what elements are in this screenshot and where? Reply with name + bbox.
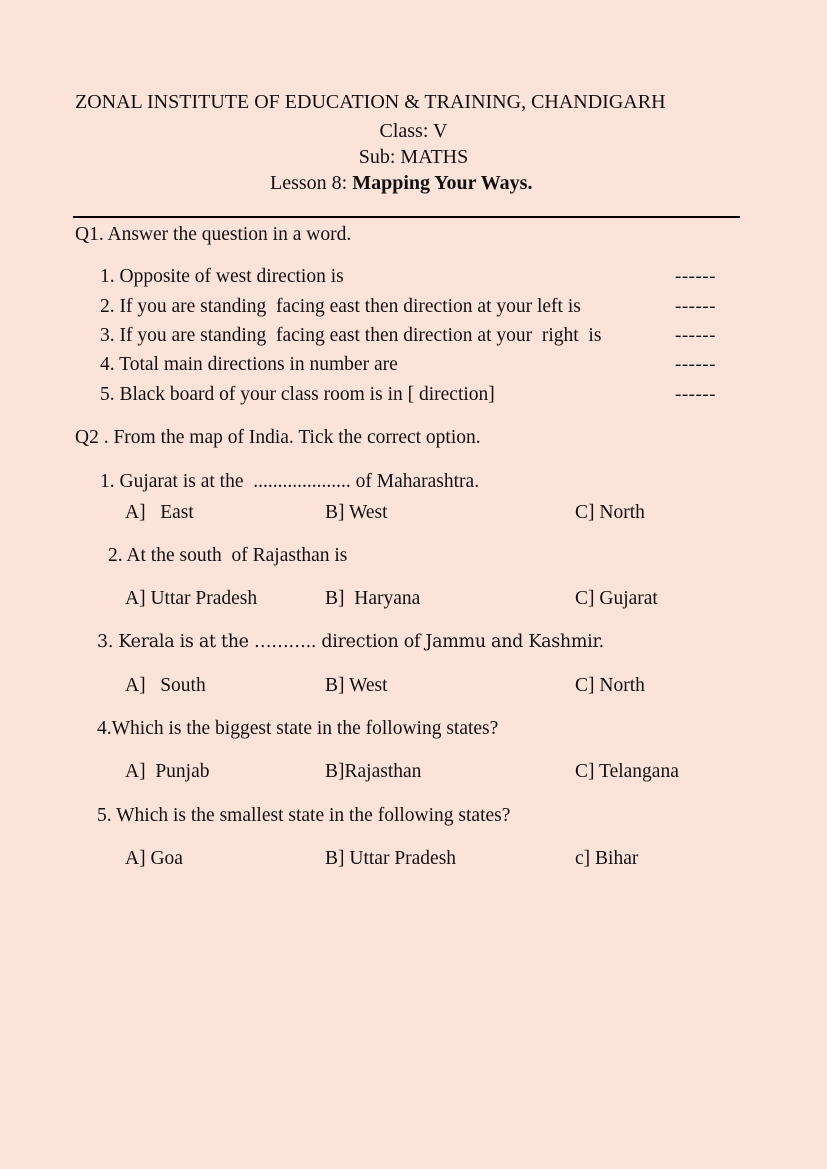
q1-item-1-answer-blank[interactable]: ------ (675, 266, 716, 287)
item-text: Black board of your class room is in [ direction] (119, 384, 495, 405)
q2-item-1-option-c[interactable]: C] North (575, 502, 645, 523)
lesson-prefix: Lesson 8: (270, 172, 353, 194)
item-text: Total main directions in number are (119, 354, 398, 375)
item-text: If you are standing facing east then direction at your left is (119, 296, 581, 317)
q2-item-2-option-a[interactable]: A] Uttar Pradesh (125, 588, 258, 609)
q2-title: Q2 . From the map of India. Tick the correct option. (75, 427, 481, 448)
q1-item-4 (100, 353, 398, 377)
q1-item-3-answer-blank[interactable]: ------ (675, 325, 716, 346)
q2-item-2-option-c[interactable]: C] Gujarat (575, 588, 658, 609)
lesson-heading (270, 170, 532, 196)
q2-item-2-question: 2. At the south of Rajasthan is (108, 545, 348, 566)
q2-item-2-option-b[interactable]: B] Haryana (325, 588, 421, 609)
q1-item-4-answer-blank[interactable]: ------ (675, 354, 716, 375)
q2-item-1-question: 1. Gujarat is at the .................... of Maharashtra. (100, 471, 480, 492)
q2-item-5-option-b[interactable]: B] Uttar Pradesh (325, 848, 457, 869)
q1-item-2-answer-blank[interactable]: ------ (675, 296, 716, 317)
class-label: Class: V (379, 120, 448, 142)
q1-item-1 (100, 265, 344, 289)
q2-item-4-question: 4.Which is the biggest state in the following states? (97, 718, 499, 739)
q1-item-3 (100, 324, 601, 348)
q1-item-2 (100, 295, 581, 319)
item-number: 2. (100, 296, 115, 317)
q2-item-1-option-a[interactable]: A] East (125, 502, 194, 523)
q2-item-4-option-a[interactable]: A] Punjab (125, 761, 210, 782)
q2-item-3-option-c[interactable]: C] North (575, 675, 645, 696)
item-text: Opposite of west direction is (119, 266, 344, 287)
q2-item-3-option-b[interactable]: B] West (325, 675, 388, 696)
institute-title: ZONAL INSTITUTE OF EDUCATION & TRAINING, CHANDIGARH (75, 91, 666, 113)
q2-item-4-option-b[interactable]: B]Rajasthan (325, 761, 422, 782)
q2-item-4-option-c[interactable]: C] Telangana (575, 761, 679, 782)
item-number: 1. (100, 266, 115, 287)
header-divider (73, 216, 740, 218)
q2-item-5-question: 5. Which is the smallest state in the following states? (97, 805, 511, 826)
q1-item-5-answer-blank[interactable]: ------ (675, 384, 716, 405)
q2-item-1-option-b[interactable]: B] West (325, 502, 388, 523)
item-number: 5. (100, 384, 115, 405)
q2-item-3-question: 3. Kerala is at the ……….. direction of Jammu and Kashmir. (97, 632, 604, 652)
q1-title: Q1. Answer the question in a word. (75, 224, 352, 245)
q2-item-5-option-a[interactable]: A] Goa (125, 848, 183, 869)
q2-item-3-option-a[interactable]: A] South (125, 675, 206, 696)
item-text: If you are standing facing east then direction at your right is (119, 325, 602, 346)
q1-item-5 (100, 383, 495, 407)
lesson-title: Mapping Your Ways. (352, 172, 533, 194)
q2-item-5-option-c[interactable]: c] Bihar (575, 848, 639, 869)
subject-label: Sub: MATHS (358, 146, 469, 168)
item-number: 3. (100, 325, 115, 346)
item-number: 4. (100, 354, 115, 375)
